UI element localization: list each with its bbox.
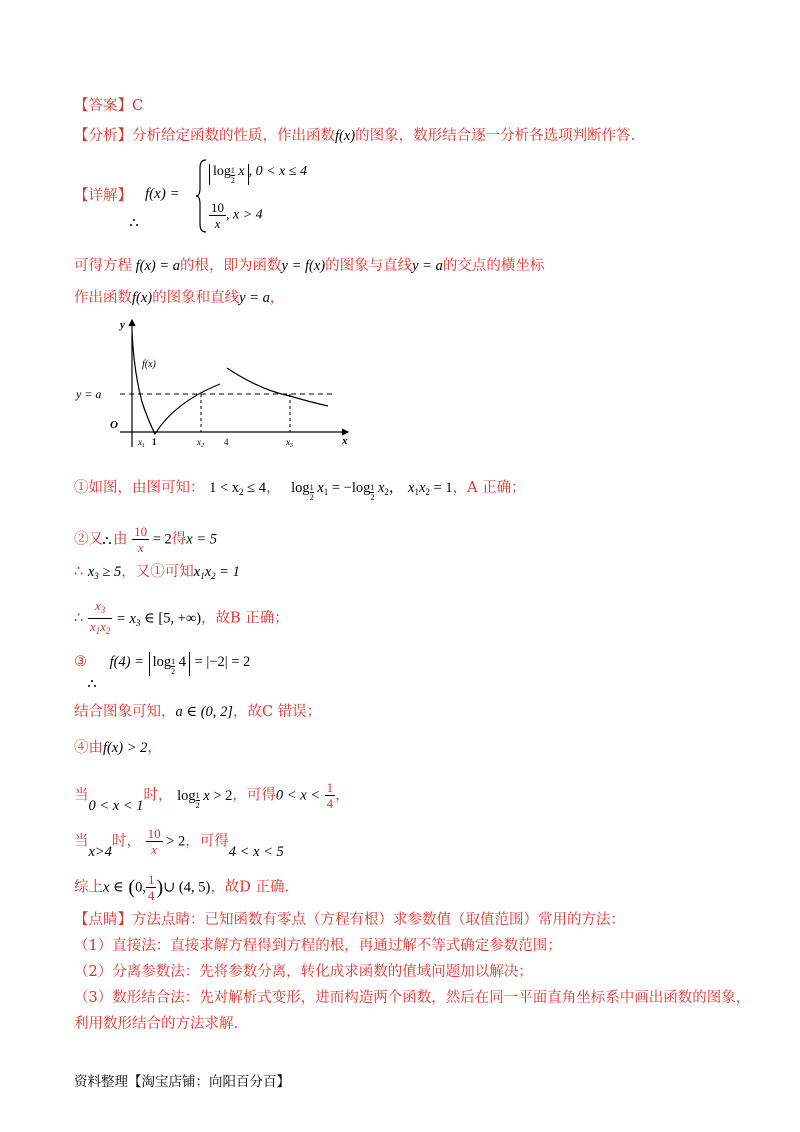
item4c-close: ) [156,876,164,899]
analysis-line [74,126,635,146]
tip-line-2: （2）分离参数法：先将参数分离，转化成求函数的值域问题加以解决； [74,964,533,980]
left-brace [195,158,209,234]
item4c-text-a: 综上 [74,879,103,896]
root-text-a: 可得方程 [74,258,132,274]
analysis-text-a: 分析给定函数的性质，作出函数 [132,128,335,144]
analysis-text-b: 的图象，数形结合逐一分析各选项判断作答. [355,128,636,144]
item2-result-b: x = 5 [186,531,218,548]
item4c-interval: ( [128,876,136,899]
item2-line [74,524,217,555]
curve-reciprocal [227,368,328,406]
item4a-cond: 0 < x < 1 [88,797,144,814]
footer-text: 资料整理【淘宝店铺：向阳百分百】 [74,1074,290,1090]
item4c-line [74,872,289,903]
tick-x2: $x_2$ [197,437,204,449]
origin-label: O [110,419,118,431]
item4c-tail: ，故D 正确. [210,879,290,896]
item3b-set: a ∈ (0, 2] [175,704,233,720]
piece2-cond: , x > 4 [226,207,263,223]
draw-text-c: ， [269,290,285,306]
item2b-product: $x_1x_2 = 1$ [193,564,240,581]
item4a-shi: 时， [143,787,173,804]
item2c-rest: = $x_3$ [112,610,141,628]
item3-abs-log: log $\frac{1}{2} 4$ [149,652,190,676]
answer-value: C [132,98,144,114]
y-axis-label: y [120,319,125,331]
item4a-tail: ， [335,787,350,804]
item4b-get: ，可得 [185,833,229,850]
item4b-line [74,826,284,860]
item4a-res: 0 < x < [275,787,321,804]
item2b-x3: $x_3 \ge 5$ [87,564,122,581]
math-fx: f(x) [335,128,356,144]
piece1-cond: , 0 < x ≤ 4 [248,164,307,179]
piece1: log $\frac{1}{2}$ x , 0 < x ≤ 4 [209,164,307,185]
because-symbol [130,216,140,226]
item3-lhs: f(4) = [109,654,144,670]
tick-4: 4 [224,437,229,447]
item4b-ineq: > 2 [162,833,186,850]
math-y-a-2: y = a [239,290,270,306]
piecewise-lhs: f(x) = [145,186,180,202]
item4a-log: log $\frac{1}{2}$ x > 2 [177,787,233,810]
root-line [74,256,544,276]
function-graph [70,312,360,452]
item2c-interval: ∈ [5, +∞) [140,610,202,627]
item4-tail: ， [147,740,162,756]
line-y-a-label: y = a [76,387,102,401]
item4a-line [74,780,350,814]
root-text-d: 的交点的横坐标 [442,258,545,274]
tick-1: 1 [152,437,157,447]
item4a-when: 当 [74,787,89,804]
tip-label: 【点睛】 [74,912,132,928]
because-symbol-2 [103,534,113,544]
item2b-line [74,562,240,586]
item2-frac: $\frac{10}{x}$ [134,524,148,555]
item4-line [74,738,162,758]
item1-line: ①如图，由图可知： $1 < x_2 \le 4$， log $\frac{1}{2} x_1 = -\log$ $\frac{1}{2} x_2$， $x_1x_2 = 1$，A 正确； [74,480,526,502]
analysis-label: 【分析】 [74,128,132,144]
item4b-shi: 时， [111,833,141,850]
item3b-text-a: 结合图象可知， [74,704,176,720]
item4b-frac: $\frac{10}{x}$ [147,826,161,857]
item3b-line [74,702,321,722]
item2c-tail: ，故B 正确； [201,610,289,627]
item1-prefix: ①如图，由图可知： [74,480,205,496]
item2-result-a: 得 [171,531,187,548]
tick-x3: $x_3$ [286,437,293,449]
therefore-symbol: ∴ [74,564,84,580]
math-fx-2: f(x) [132,290,153,306]
item4a-get: ，可得 [232,787,276,804]
therefore-symbol-2: ∴ [74,610,84,627]
tip-line-3: （3）数形结合法：先对解析式变形，进而构造两个函数，然后在同一平面直角坐标系中画出函数的图象， [74,990,751,1006]
math-eq-fa: f(x) = a [132,258,181,274]
item3-prefix: ③ [74,654,87,670]
item4a-frac: $\frac{1}{4}$ [326,780,334,811]
item2c-line [74,598,289,639]
answer-line [74,96,143,116]
item3b-text-b: ，故C 错误； [232,704,322,720]
item4b-when: 当 [74,833,89,850]
tip-line-0 [74,910,625,930]
draw-line [74,288,284,308]
tick-x1: $x_1$ [138,437,145,449]
item1-log-eq: log $\frac{1}{2} x_1 = -\log$ $\frac{1}{2} x_2$ [291,480,389,502]
item3-mid: = |−2| = 2 [194,654,251,670]
item4b-cond: x>4 [88,843,112,860]
item1-product: $x_1x_2 = 1$ [408,480,453,497]
item4c-set-a: x ∈ [103,879,124,896]
item1-tail: ，A 正确； [452,480,526,496]
because-symbol-3 [88,677,98,687]
item1-ineq: $1 < x_2 \le 4$ [209,480,267,497]
piece2: $\frac{10}{x}$ , x > 4 [211,200,263,231]
detail-label: 【详解】 [74,188,132,204]
item2b-text-c: ，又①可知 [121,564,194,580]
item4c-set-b: ∪ (4, 5) [163,879,211,896]
tip-line-1: （1）直接法：直接求解方程得到方程的根，再通过解不等式确定参数范围； [74,938,562,954]
item4c-frac: $\frac{1}{4}$ [147,872,155,903]
item3-line [74,652,250,676]
item2-by: 由 [113,531,128,548]
curve-label: f(x) [142,359,156,370]
root-text-c: 的图象与直线 [325,258,413,274]
item2-prefix: ②又 [74,531,103,548]
item4-prefix: ④由 [74,740,103,756]
curve-log-abs [132,332,220,434]
item4c-zero: 0, [135,879,146,896]
math-y-fx: y = f(x) [281,258,326,274]
item2c-frac: $\frac{x_3}{x_1x_2}$ [89,598,111,636]
x-axis-label: x [342,435,348,447]
piecewise-formula [145,158,315,238]
root-text-b: 的根，即为函数 [180,258,282,274]
tip-line0-text: 方法点睛：已知函数有零点（方程有根）求参数值（取值范围）常用的方法： [132,912,625,928]
item4b-res: 4 < x < 5 [228,843,284,860]
item1-sep: ， [266,480,281,496]
answer-label: 【答案】 [74,98,132,114]
draw-text-b: 的图象和直线 [152,290,240,306]
item4-ineq: f(x) > 2 [103,740,148,756]
tip-line-4: 利用数形结合的方法求解. [74,1016,239,1032]
item2-eq: = 2 [149,531,172,548]
math-y-a: y = a [412,258,443,274]
draw-text-a: 作出函数 [74,290,132,306]
